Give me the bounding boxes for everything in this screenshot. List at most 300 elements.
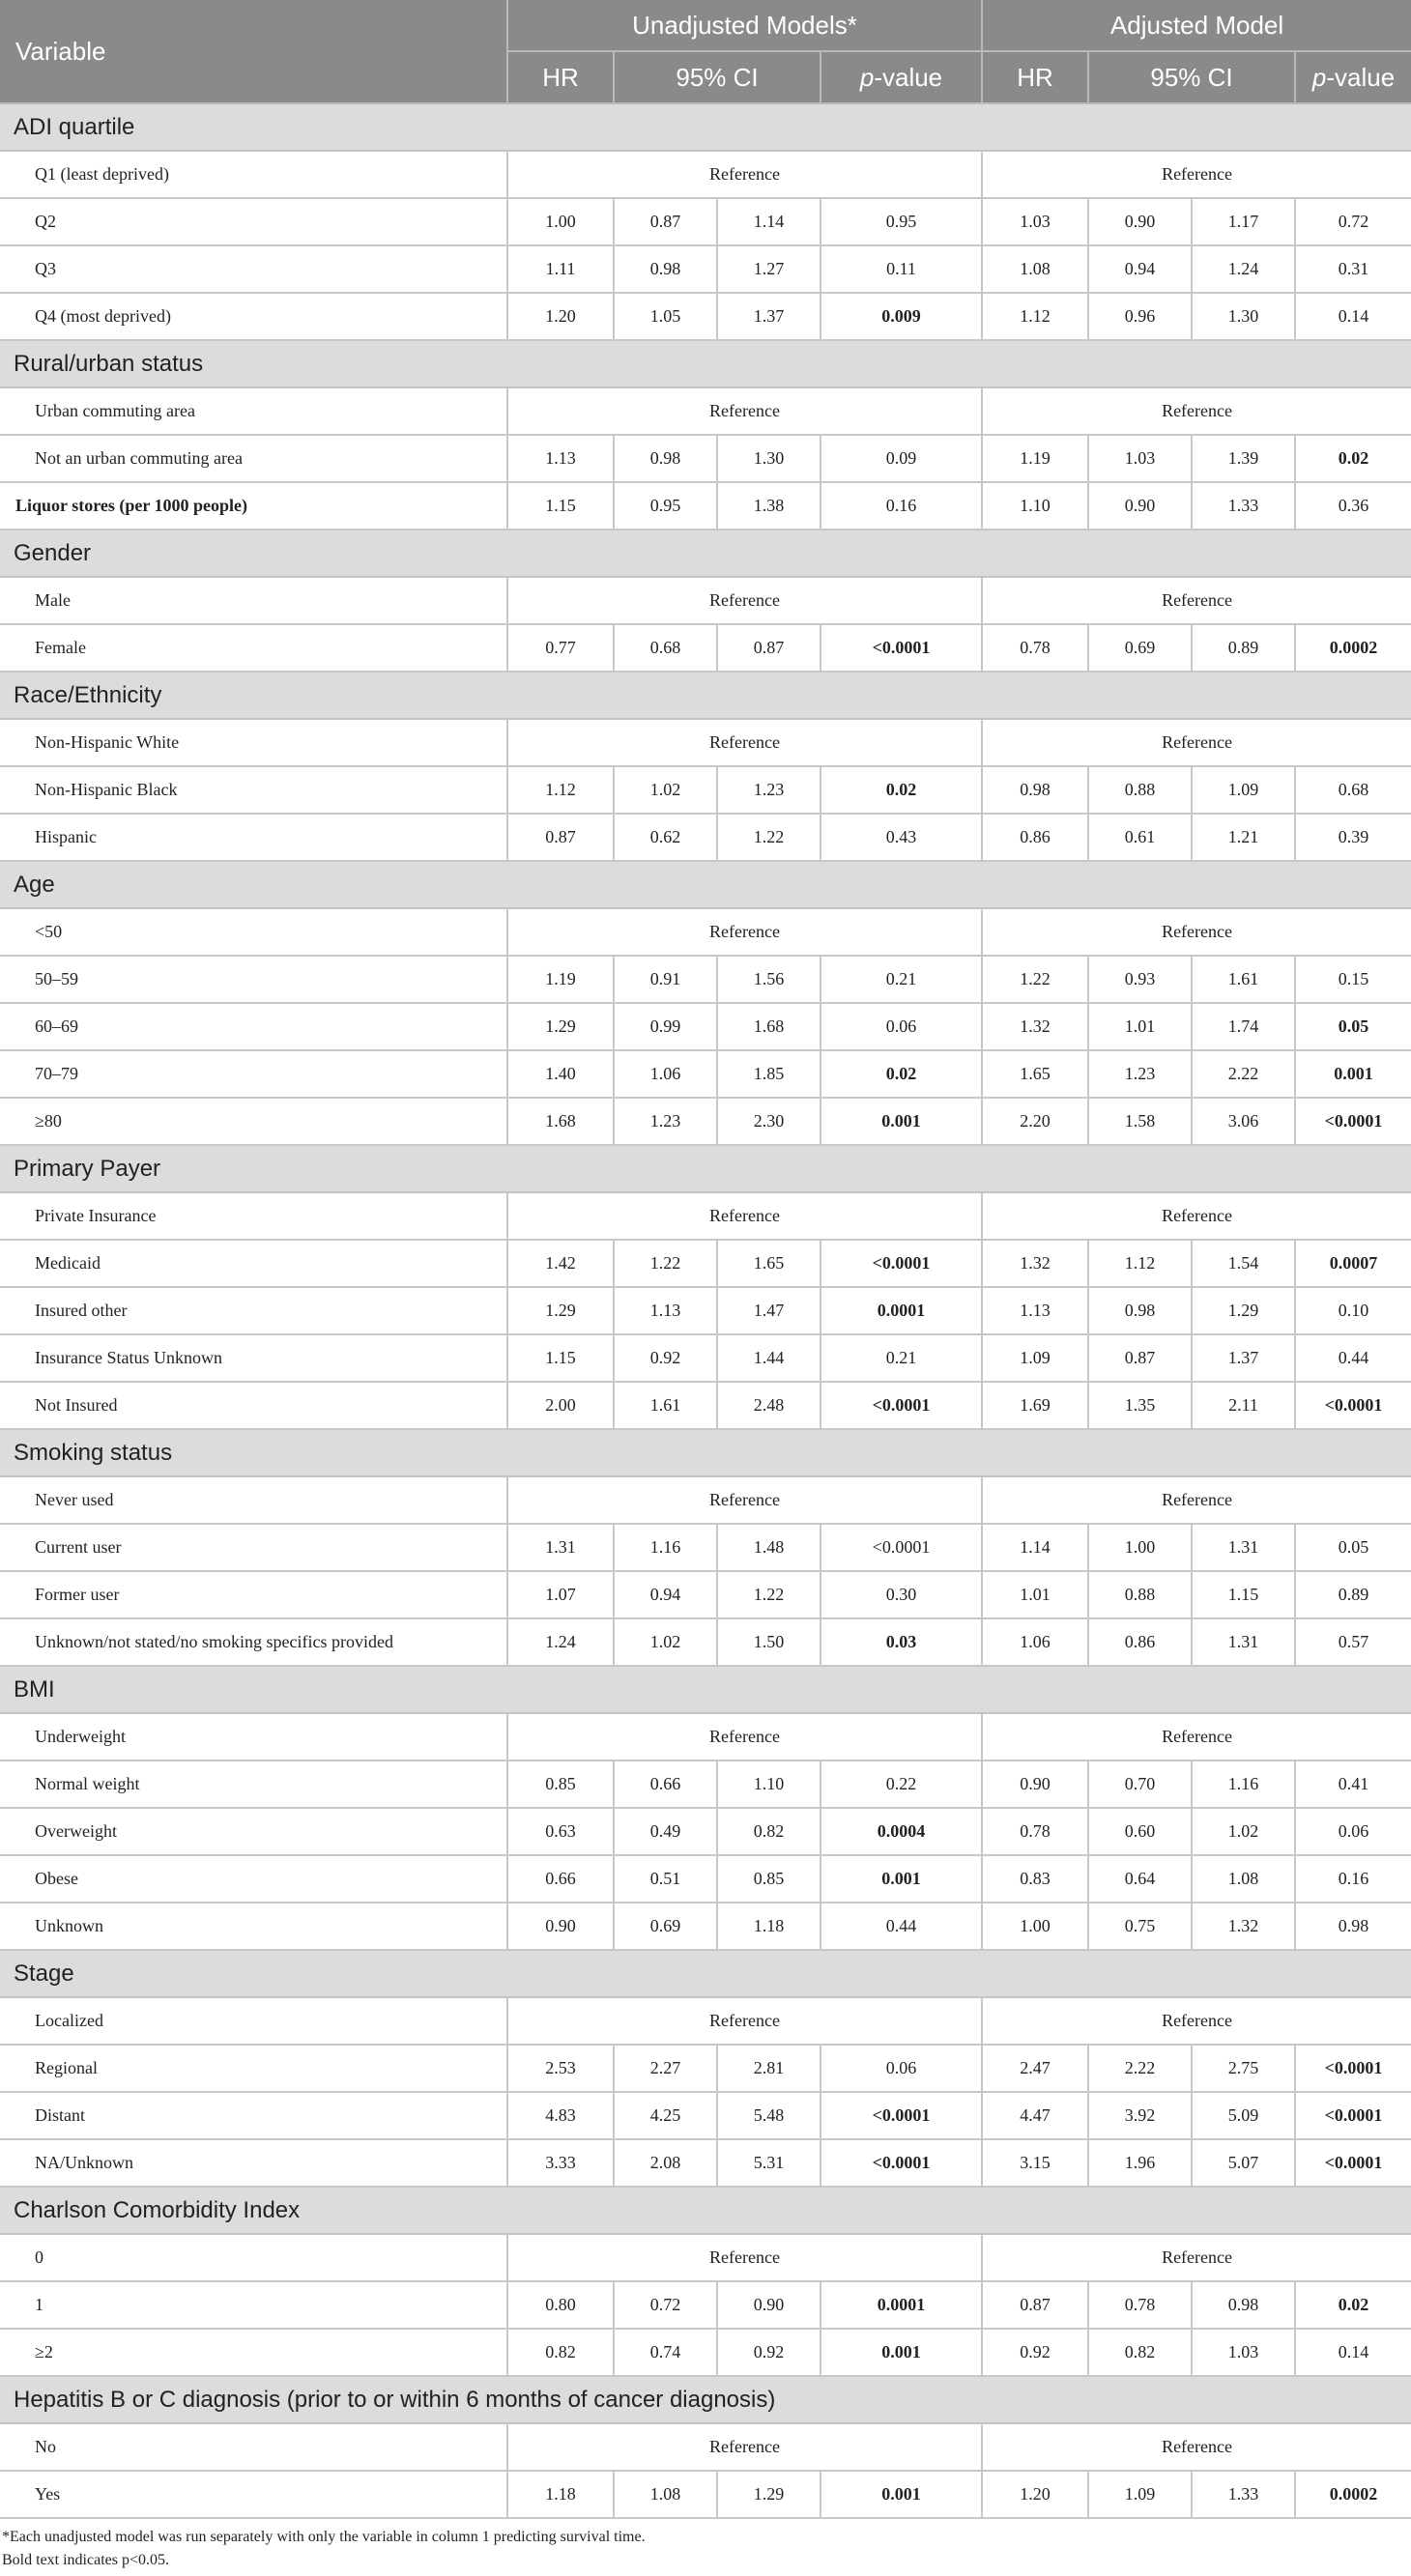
section-header-row	[0, 103, 1411, 151]
unadjusted-ci-upper-cell: 0.92	[717, 2329, 821, 2376]
row-label: Regional	[0, 2045, 507, 2092]
table-row	[0, 2471, 1411, 2518]
adjusted-ci-lower-cell: 0.64	[1088, 1855, 1192, 1903]
unadjusted-ci-lower-cell: 0.87	[614, 198, 717, 245]
adjusted-ci-upper-cell: 2.75	[1192, 2045, 1295, 2092]
adjusted-hr-cell: 1.00	[982, 1903, 1088, 1950]
table-row	[0, 2139, 1411, 2187]
row-label: 50–59	[0, 956, 507, 1003]
unadjusted-hr-cell: 1.24	[507, 1618, 614, 1666]
adjusted-ci-lower-cell: 1.01	[1088, 1003, 1192, 1050]
adjusted-ci-upper-cell: 1.54	[1192, 1240, 1295, 1287]
row-label: 60–69	[0, 1003, 507, 1050]
adjusted-hr-cell: 2.20	[982, 1098, 1088, 1145]
adjusted-ci-upper-cell: 5.07	[1192, 2139, 1295, 2187]
table-row	[0, 1476, 1411, 1524]
adjusted-reference-cell: Reference	[982, 2234, 1411, 2281]
adjusted-p-value-cell: <0.0001	[1295, 2092, 1411, 2139]
row-label: Underweight	[0, 1713, 507, 1760]
unadjusted-ci-lower-cell: 1.02	[614, 1618, 717, 1666]
row-label: NA/Unknown	[0, 2139, 507, 2187]
table-row	[0, 1997, 1411, 2045]
adjusted-reference-cell: Reference	[982, 151, 1411, 198]
section-title: BMI	[0, 1666, 1411, 1713]
adjusted-p-value-cell: 0.98	[1295, 1903, 1411, 1950]
adjusted-ci-header: 95% CI	[1088, 51, 1295, 103]
unadjusted-p-value-cell: <0.0001	[821, 1240, 982, 1287]
unadjusted-hr-cell: 1.40	[507, 1050, 614, 1098]
adjusted-hr-cell: 1.10	[982, 482, 1088, 530]
adjusted-ci-upper-cell: 1.74	[1192, 1003, 1295, 1050]
section-header-row	[0, 2376, 1411, 2423]
table-row	[0, 719, 1411, 766]
adjusted-hr-cell: 1.13	[982, 1287, 1088, 1334]
table-row	[0, 577, 1411, 624]
table-row	[0, 1618, 1411, 1666]
unadjusted-ci-lower-cell: 1.13	[614, 1287, 717, 1334]
row-label: Overweight	[0, 1808, 507, 1855]
unadjusted-p-value-cell: 0.009	[821, 293, 982, 340]
adjusted-hr-cell: 0.87	[982, 2281, 1088, 2329]
section-header-row	[0, 861, 1411, 908]
adjusted-ci-upper-cell: 1.17	[1192, 198, 1295, 245]
unadjusted-hr-cell: 2.00	[507, 1382, 614, 1429]
unadjusted-p-value-cell: 0.03	[821, 1618, 982, 1666]
row-label: 70–79	[0, 1050, 507, 1098]
adjusted-ci-lower-cell: 1.03	[1088, 435, 1192, 482]
adjusted-hr-cell: 1.09	[982, 1334, 1088, 1382]
adjusted-p-value-cell: 0.0002	[1295, 2471, 1411, 2518]
unadjusted-hr-cell: 3.33	[507, 2139, 614, 2187]
unadjusted-hr-cell: 1.19	[507, 956, 614, 1003]
adjusted-ci-upper-cell: 1.08	[1192, 1855, 1295, 1903]
table-row	[0, 387, 1411, 435]
unadjusted-ci-lower-cell: 0.49	[614, 1808, 717, 1855]
unadjusted-ci-lower-cell: 0.92	[614, 1334, 717, 1382]
row-label: ≥2	[0, 2329, 507, 2376]
adjusted-reference-cell: Reference	[982, 908, 1411, 956]
unadjusted-ci-lower-cell: 1.06	[614, 1050, 717, 1098]
table-row	[0, 293, 1411, 340]
unadjusted-ci-lower-cell: 1.05	[614, 293, 717, 340]
unadjusted-hr-cell: 4.83	[507, 2092, 614, 2139]
unadjusted-ci-lower-cell: 0.62	[614, 814, 717, 861]
adjusted-hr-cell: 1.01	[982, 1571, 1088, 1618]
p-italic: p	[859, 62, 875, 92]
adjusted-p-value-cell: <0.0001	[1295, 2045, 1411, 2092]
table-row	[0, 1098, 1411, 1145]
unadjusted-ci-upper-cell: 1.10	[717, 1760, 821, 1808]
unadjusted-p-value-cell: 0.09	[821, 435, 982, 482]
unadjusted-ci-upper-cell: 1.30	[717, 435, 821, 482]
row-label: Insurance Status Unknown	[0, 1334, 507, 1382]
adjusted-hr-cell: 0.83	[982, 1855, 1088, 1903]
adjusted-hr-cell: 2.47	[982, 2045, 1088, 2092]
unadjusted-hr-cell: 1.29	[507, 1287, 614, 1334]
adjusted-reference-cell: Reference	[982, 387, 1411, 435]
row-label: Normal weight	[0, 1760, 507, 1808]
row-label: 1	[0, 2281, 507, 2329]
adjusted-ci-lower-cell: 0.88	[1088, 1571, 1192, 1618]
row-label: Distant	[0, 2092, 507, 2139]
unadjusted-header: Unadjusted Models*	[507, 0, 982, 51]
unadjusted-reference-cell: Reference	[507, 1713, 982, 1760]
row-label: Male	[0, 577, 507, 624]
unadjusted-ci-lower-cell: 1.22	[614, 1240, 717, 1287]
adjusted-hr-cell: 4.47	[982, 2092, 1088, 2139]
table-row	[0, 1760, 1411, 1808]
row-label: Female	[0, 624, 507, 672]
section-title: Charlson Comorbidity Index	[0, 2187, 1411, 2234]
adjusted-ci-lower-cell: 0.87	[1088, 1334, 1192, 1382]
unadjusted-p-value-cell: 0.44	[821, 1903, 982, 1950]
adjusted-p-value-cell: 0.05	[1295, 1003, 1411, 1050]
unadjusted-ci-lower-cell: 0.98	[614, 435, 717, 482]
unadjusted-hr-cell: 1.00	[507, 198, 614, 245]
unadjusted-ci-upper-cell: 0.90	[717, 2281, 821, 2329]
unadjusted-ci-lower-cell: 1.61	[614, 1382, 717, 1429]
section-header-row	[0, 2187, 1411, 2234]
header-row-groups	[0, 0, 1411, 51]
unadjusted-p-value-cell: 0.95	[821, 198, 982, 245]
adjusted-ci-lower-cell: 0.90	[1088, 198, 1192, 245]
adjusted-hr-cell: 0.86	[982, 814, 1088, 861]
adjusted-p-header	[1295, 51, 1411, 103]
adjusted-hr-cell: 1.32	[982, 1003, 1088, 1050]
adjusted-ci-lower-cell: 0.88	[1088, 766, 1192, 814]
row-label: Q2	[0, 198, 507, 245]
unadjusted-reference-cell: Reference	[507, 1997, 982, 2045]
adjusted-hr-cell: 1.32	[982, 1240, 1088, 1287]
adjusted-p-value-cell: <0.0001	[1295, 1382, 1411, 1429]
adjusted-ci-upper-cell: 1.39	[1192, 435, 1295, 482]
section-header-row	[0, 1666, 1411, 1713]
row-label: Current user	[0, 1524, 507, 1571]
adjusted-ci-lower-cell: 0.98	[1088, 1287, 1192, 1334]
unadjusted-reference-cell: Reference	[507, 1192, 982, 1240]
unadjusted-ci-upper-cell: 1.27	[717, 245, 821, 293]
adjusted-ci-upper-cell: 0.98	[1192, 2281, 1295, 2329]
adjusted-reference-cell: Reference	[982, 577, 1411, 624]
adjusted-ci-lower-cell: 0.94	[1088, 245, 1192, 293]
unadjusted-hr-cell: 0.77	[507, 624, 614, 672]
unadjusted-ci-upper-cell: 1.85	[717, 1050, 821, 1098]
adjusted-hr-cell: 1.19	[982, 435, 1088, 482]
unadjusted-ci-upper-cell: 1.50	[717, 1618, 821, 1666]
unadjusted-ci-lower-cell: 1.16	[614, 1524, 717, 1571]
unadjusted-hr-cell: 0.63	[507, 1808, 614, 1855]
unadjusted-hr-cell: 1.11	[507, 245, 614, 293]
adjusted-hr-cell: 0.92	[982, 2329, 1088, 2376]
unadjusted-p-value-cell: 0.0001	[821, 2281, 982, 2329]
table-row	[0, 2281, 1411, 2329]
unadjusted-ci-upper-cell: 1.44	[717, 1334, 821, 1382]
row-label: Q1 (least deprived)	[0, 151, 507, 198]
unadjusted-hr-cell: 1.31	[507, 1524, 614, 1571]
adjusted-p-value-cell: 0.57	[1295, 1618, 1411, 1666]
unadjusted-ci-lower-cell: 0.69	[614, 1903, 717, 1950]
row-label: 0	[0, 2234, 507, 2281]
section-title: Smoking status	[0, 1429, 1411, 1476]
unadjusted-ci-lower-cell: 1.08	[614, 2471, 717, 2518]
adjusted-ci-upper-cell: 1.29	[1192, 1287, 1295, 1334]
adjusted-hr-cell: 1.65	[982, 1050, 1088, 1098]
adjusted-ci-lower-cell: 0.61	[1088, 814, 1192, 861]
row-label: Medicaid	[0, 1240, 507, 1287]
adjusted-ci-upper-cell: 1.09	[1192, 766, 1295, 814]
unadjusted-ci-lower-cell: 0.68	[614, 624, 717, 672]
unadjusted-hr-cell: 1.15	[507, 482, 614, 530]
footnote-unadjusted: *Each unadjusted model was run separately with only the variable in column 1 predicting survival time.	[2, 2529, 646, 2545]
section-title: ADI quartile	[0, 103, 1411, 151]
unadjusted-p-value-cell: 0.06	[821, 2045, 982, 2092]
unadjusted-ci-upper-cell: 0.85	[717, 1855, 821, 1903]
unadjusted-hr-cell: 0.87	[507, 814, 614, 861]
section-title: Rural/urban status	[0, 340, 1411, 387]
table-row	[0, 482, 1411, 530]
adjusted-p-value-cell: 0.02	[1295, 2281, 1411, 2329]
adjusted-hr-cell: 0.98	[982, 766, 1088, 814]
adjusted-ci-upper-cell: 1.16	[1192, 1760, 1295, 1808]
section-header-row	[0, 340, 1411, 387]
adjusted-hr-cell: 1.20	[982, 2471, 1088, 2518]
unadjusted-hr-cell: 0.80	[507, 2281, 614, 2329]
adjusted-header: Adjusted Model	[982, 0, 1411, 51]
unadjusted-p-value-cell: 0.21	[821, 956, 982, 1003]
adjusted-p-value-cell: 0.06	[1295, 1808, 1411, 1855]
unadjusted-ci-upper-cell: 1.65	[717, 1240, 821, 1287]
section-title: Primary Payer	[0, 1145, 1411, 1192]
adjusted-p-value-cell: 0.68	[1295, 766, 1411, 814]
unadjusted-reference-cell: Reference	[507, 719, 982, 766]
adjusted-ci-upper-cell: 0.89	[1192, 624, 1295, 672]
adjusted-hr-cell: 0.78	[982, 624, 1088, 672]
table-row	[0, 2423, 1411, 2471]
adjusted-hr-cell: 1.69	[982, 1382, 1088, 1429]
unadjusted-p-value-cell: 0.06	[821, 1003, 982, 1050]
adjusted-hr-header: HR	[982, 51, 1088, 103]
unadjusted-ci-lower-cell: 2.08	[614, 2139, 717, 2187]
row-label: Private Insurance	[0, 1192, 507, 1240]
adjusted-ci-upper-cell: 2.22	[1192, 1050, 1295, 1098]
unadjusted-ci-upper-cell: 1.22	[717, 1571, 821, 1618]
unadjusted-hr-cell: 0.82	[507, 2329, 614, 2376]
unadjusted-ci-lower-cell: 1.23	[614, 1098, 717, 1145]
adjusted-ci-upper-cell: 1.21	[1192, 814, 1295, 861]
adjusted-ci-upper-cell: 1.61	[1192, 956, 1295, 1003]
adjusted-p-value-cell: 0.16	[1295, 1855, 1411, 1903]
unadjusted-hr-cell: 2.53	[507, 2045, 614, 2092]
unadjusted-ci-header: 95% CI	[614, 51, 821, 103]
unadjusted-ci-upper-cell: 1.38	[717, 482, 821, 530]
adjusted-ci-lower-cell: 0.78	[1088, 2281, 1192, 2329]
adjusted-p-value-cell: 0.02	[1295, 435, 1411, 482]
table-row	[0, 766, 1411, 814]
unadjusted-hr-cell: 1.68	[507, 1098, 614, 1145]
table-row	[0, 1003, 1411, 1050]
unadjusted-hr-cell: 1.12	[507, 766, 614, 814]
unadjusted-p-value-cell: 0.43	[821, 814, 982, 861]
row-label: Not Insured	[0, 1382, 507, 1429]
adjusted-p-value-cell: 0.05	[1295, 1524, 1411, 1571]
section-title: Hepatitis B or C diagnosis (prior to or within 6 months of cancer diagnosis)	[0, 2376, 1411, 2423]
adjusted-hr-cell: 1.08	[982, 245, 1088, 293]
p-suffix: -value	[874, 62, 943, 92]
unadjusted-ci-lower-cell: 0.98	[614, 245, 717, 293]
table-row	[0, 1382, 1411, 1429]
table-row	[0, 1808, 1411, 1855]
unadjusted-p-value-cell: 0.30	[821, 1571, 982, 1618]
section-header-row	[0, 530, 1411, 577]
adjusted-ci-lower-cell: 1.09	[1088, 2471, 1192, 2518]
section-header-row	[0, 1950, 1411, 1997]
unadjusted-ci-lower-cell: 0.66	[614, 1760, 717, 1808]
row-label: Non-Hispanic White	[0, 719, 507, 766]
unadjusted-p-value-cell: <0.0001	[821, 624, 982, 672]
p-suffix: -value	[1326, 62, 1396, 92]
section-title: Stage	[0, 1950, 1411, 1997]
table-row	[0, 1240, 1411, 1287]
row-label: ≥80	[0, 1098, 507, 1145]
unadjusted-reference-cell: Reference	[507, 1476, 982, 1524]
section-title: Age	[0, 861, 1411, 908]
unadjusted-p-value-cell: 0.001	[821, 1855, 982, 1903]
unadjusted-ci-lower-cell: 0.95	[614, 482, 717, 530]
row-label: Obese	[0, 1855, 507, 1903]
unadjusted-p-value-cell: 0.02	[821, 766, 982, 814]
table-row	[0, 1050, 1411, 1098]
unadjusted-p-value-cell: <0.0001	[821, 1524, 982, 1571]
adjusted-ci-upper-cell: 1.31	[1192, 1524, 1295, 1571]
row-label: <50	[0, 908, 507, 956]
unadjusted-ci-lower-cell: 4.25	[614, 2092, 717, 2139]
unadjusted-p-value-cell: 0.21	[821, 1334, 982, 1382]
table-row	[0, 2092, 1411, 2139]
row-label: Non-Hispanic Black	[0, 766, 507, 814]
adjusted-p-value-cell: 0.44	[1295, 1334, 1411, 1382]
adjusted-reference-cell: Reference	[982, 1713, 1411, 1760]
adjusted-hr-cell: 1.14	[982, 1524, 1088, 1571]
table-row	[0, 1713, 1411, 1760]
adjusted-ci-lower-cell: 1.00	[1088, 1524, 1192, 1571]
row-label: Insured other	[0, 1287, 507, 1334]
unadjusted-hr-cell: 1.20	[507, 293, 614, 340]
unadjusted-ci-upper-cell: 2.81	[717, 2045, 821, 2092]
unadjusted-ci-lower-cell: 0.51	[614, 1855, 717, 1903]
unadjusted-hr-cell: 1.13	[507, 435, 614, 482]
unadjusted-ci-upper-cell: 0.87	[717, 624, 821, 672]
unadjusted-p-value-cell: 0.16	[821, 482, 982, 530]
unadjusted-reference-cell: Reference	[507, 387, 982, 435]
row-label: Unknown	[0, 1903, 507, 1950]
adjusted-ci-upper-cell: 1.02	[1192, 1808, 1295, 1855]
unadjusted-ci-upper-cell: 1.56	[717, 956, 821, 1003]
unadjusted-hr-cell: 1.18	[507, 2471, 614, 2518]
unadjusted-p-value-cell: <0.0001	[821, 2092, 982, 2139]
unadjusted-reference-cell: Reference	[507, 151, 982, 198]
table-row	[0, 245, 1411, 293]
row-label: Not an urban commuting area	[0, 435, 507, 482]
row-label: Urban commuting area	[0, 387, 507, 435]
adjusted-p-value-cell: 0.10	[1295, 1287, 1411, 1334]
unadjusted-ci-upper-cell: 1.18	[717, 1903, 821, 1950]
adjusted-ci-upper-cell: 1.32	[1192, 1903, 1295, 1950]
adjusted-p-value-cell: <0.0001	[1295, 2139, 1411, 2187]
row-label: Liquor stores (per 1000 people)	[0, 482, 507, 530]
row-label: Yes	[0, 2471, 507, 2518]
section-title: Race/Ethnicity	[0, 672, 1411, 719]
unadjusted-reference-cell: Reference	[507, 577, 982, 624]
unadjusted-reference-cell: Reference	[507, 2423, 982, 2471]
adjusted-p-value-cell: 0.41	[1295, 1760, 1411, 1808]
adjusted-ci-lower-cell: 1.12	[1088, 1240, 1192, 1287]
unadjusted-hr-cell: 0.90	[507, 1903, 614, 1950]
section-title: Gender	[0, 530, 1411, 577]
adjusted-ci-upper-cell: 1.31	[1192, 1618, 1295, 1666]
variable-header: Variable	[0, 0, 507, 103]
unadjusted-ci-upper-cell: 1.68	[717, 1003, 821, 1050]
adjusted-hr-cell: 1.06	[982, 1618, 1088, 1666]
adjusted-p-value-cell: 0.39	[1295, 814, 1411, 861]
table-row	[0, 1334, 1411, 1382]
unadjusted-ci-upper-cell: 5.31	[717, 2139, 821, 2187]
unadjusted-ci-lower-cell: 1.02	[614, 766, 717, 814]
unadjusted-reference-cell: Reference	[507, 908, 982, 956]
row-label: Localized	[0, 1997, 507, 2045]
table-body	[0, 103, 1411, 2518]
adjusted-ci-lower-cell: 0.69	[1088, 624, 1192, 672]
adjusted-hr-cell: 1.12	[982, 293, 1088, 340]
unadjusted-ci-upper-cell: 2.30	[717, 1098, 821, 1145]
p-italic: p	[1311, 62, 1327, 92]
table-row	[0, 1903, 1411, 1950]
table-row	[0, 624, 1411, 672]
adjusted-ci-lower-cell: 0.93	[1088, 956, 1192, 1003]
adjusted-reference-cell: Reference	[982, 1476, 1411, 1524]
adjusted-hr-cell: 0.78	[982, 1808, 1088, 1855]
unadjusted-p-value-cell: 0.11	[821, 245, 982, 293]
adjusted-ci-lower-cell: 0.70	[1088, 1760, 1192, 1808]
adjusted-ci-upper-cell: 1.33	[1192, 2471, 1295, 2518]
row-label: Hispanic	[0, 814, 507, 861]
adjusted-ci-lower-cell: 1.23	[1088, 1050, 1192, 1098]
row-label: Q4 (most deprived)	[0, 293, 507, 340]
adjusted-hr-cell: 3.15	[982, 2139, 1088, 2187]
unadjusted-p-value-cell: <0.0001	[821, 1382, 982, 1429]
adjusted-p-value-cell: 0.31	[1295, 245, 1411, 293]
adjusted-ci-upper-cell: 5.09	[1192, 2092, 1295, 2139]
adjusted-p-value-cell: 0.001	[1295, 1050, 1411, 1098]
footnote-bold: Bold text indicates p<0.05.	[2, 2552, 169, 2568]
table-row	[0, 1571, 1411, 1618]
table-row	[0, 956, 1411, 1003]
unadjusted-ci-upper-cell: 1.37	[717, 293, 821, 340]
adjusted-ci-lower-cell: 0.96	[1088, 293, 1192, 340]
row-label: Unknown/not stated/no smoking specifics provided	[0, 1618, 507, 1666]
adjusted-reference-cell: Reference	[982, 1997, 1411, 2045]
table-row	[0, 1192, 1411, 1240]
adjusted-ci-lower-cell: 3.92	[1088, 2092, 1192, 2139]
unadjusted-ci-upper-cell: 1.47	[717, 1287, 821, 1334]
unadjusted-ci-upper-cell: 1.29	[717, 2471, 821, 2518]
adjusted-ci-lower-cell: 0.60	[1088, 1808, 1192, 1855]
adjusted-ci-upper-cell: 1.37	[1192, 1334, 1295, 1382]
unadjusted-p-value-cell: 0.0004	[821, 1808, 982, 1855]
table-row	[0, 1855, 1411, 1903]
unadjusted-p-value-cell: 0.22	[821, 1760, 982, 1808]
unadjusted-hr-cell: 1.42	[507, 1240, 614, 1287]
row-label: Former user	[0, 1571, 507, 1618]
